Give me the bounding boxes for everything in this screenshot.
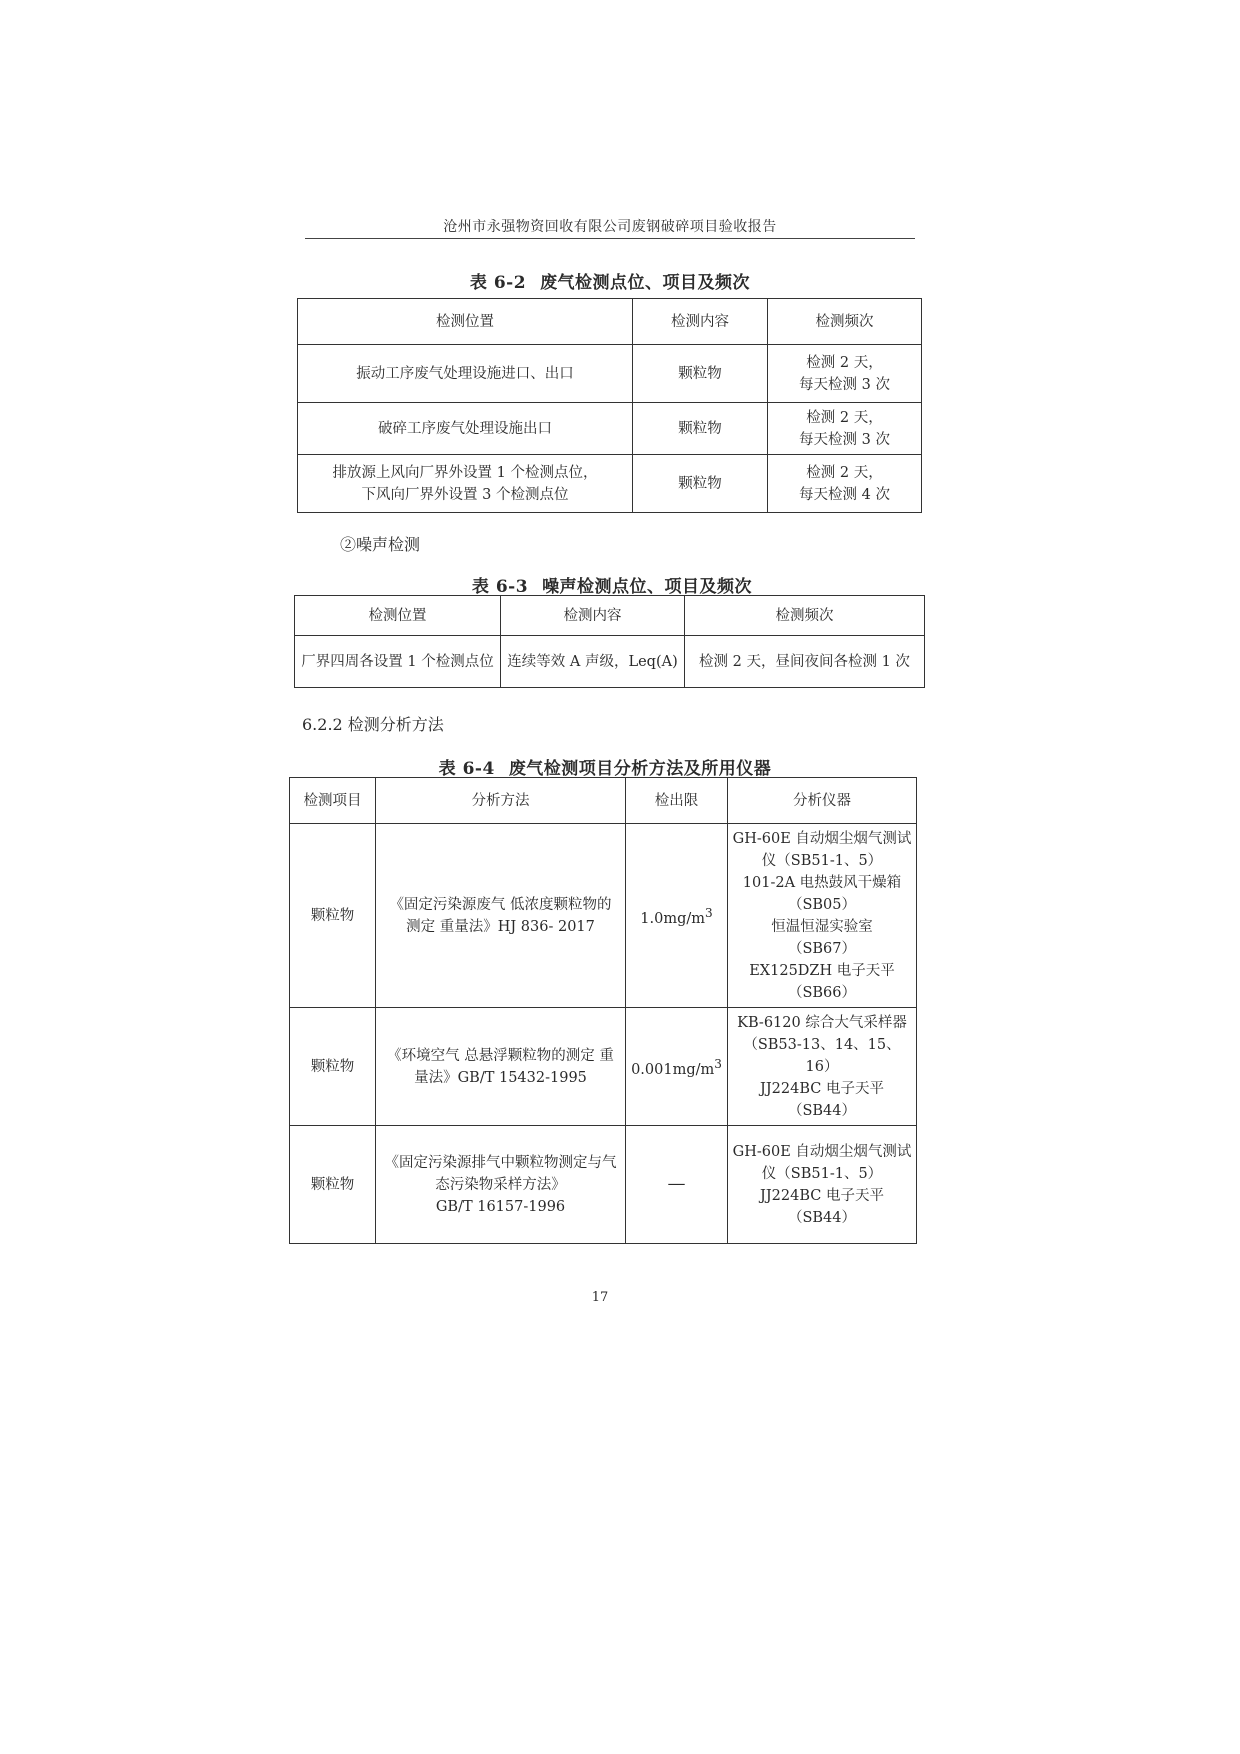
- location-cell: 振动工序废气处理设施进口、出口: [298, 345, 633, 403]
- method-cell: [376, 1008, 626, 1126]
- method-line: 《固定污染源废气 低浓度颗粒物的: [389, 896, 612, 913]
- method-line: 《环境空气 总悬浮颗粒物的测定 重: [387, 1047, 614, 1064]
- limit-superscript: 3: [705, 905, 713, 920]
- caption-text: 废气检测项目分析方法及所用仪器: [508, 759, 772, 779]
- table-6-4: [289, 777, 917, 1244]
- frequency-line: 每天检测 3 次: [799, 431, 890, 448]
- table-row: [298, 345, 922, 403]
- instrument-line: GH-60E 自动烟尘烟气测试: [732, 830, 912, 847]
- method-line: 量法》GB/T 15432-1995: [414, 1069, 587, 1086]
- table-6-3: [294, 595, 925, 688]
- limit-superscript: 3: [714, 1056, 722, 1071]
- caption-number: 表 6-2: [469, 273, 527, 293]
- instrument-line: EX125DZH 电子天平: [749, 962, 895, 979]
- instrument-line: （SB53-13、14、15、16）: [743, 1036, 901, 1075]
- table-6-2-caption: [295, 268, 925, 293]
- location-line: 排放源上风向厂界外设置 1 个检测点位，: [332, 464, 598, 481]
- instrument-cell: [728, 824, 917, 1008]
- table-6-2: [297, 298, 922, 513]
- frequency-line: 每天检测 3 次: [799, 376, 890, 393]
- content-cell: 颗粒物: [633, 455, 768, 513]
- table-row: [290, 1126, 917, 1244]
- instrument-line: 仪（SB51-1、5）: [761, 1165, 883, 1182]
- limit-cell: [626, 824, 728, 1008]
- frequency-line: 检测 2 天，: [806, 464, 883, 481]
- frequency-line: 每天检测 4 次: [799, 486, 890, 503]
- table-6-3-caption: [292, 572, 932, 597]
- header-cell: 检测频次: [768, 299, 922, 345]
- table-header-row: [295, 596, 925, 636]
- instrument-cell: [728, 1008, 917, 1126]
- table-row: [298, 403, 922, 455]
- frequency-line: 检测 2 天，: [806, 409, 883, 426]
- frequency-cell: [768, 403, 922, 455]
- instrument-cell: [728, 1126, 917, 1244]
- instrument-line: （SB05）: [787, 896, 857, 913]
- limit-value: 0.001mg/m: [631, 1061, 715, 1078]
- header-cell: 检测内容: [633, 299, 768, 345]
- caption-number: 表 6-3: [471, 577, 529, 597]
- header-cell: 检测频次: [685, 596, 925, 636]
- item-cell: 颗粒物: [290, 1008, 376, 1126]
- instrument-line: JJ224BC 电子天平: [760, 1187, 884, 1204]
- frequency-cell: [768, 345, 922, 403]
- frequency-line: 检测 2 天，: [806, 354, 883, 371]
- section-heading: 6.2.2 检测分析方法: [302, 715, 444, 734]
- table-header-row: [298, 299, 922, 345]
- instrument-line: （SB67）: [787, 940, 857, 957]
- instrument-line: KB-6120 综合大气采样器: [737, 1014, 907, 1031]
- location-line: 下风向厂界外设置 3 个检测点位: [361, 486, 569, 503]
- header-cell: 检测位置: [295, 596, 501, 636]
- item-cell: 颗粒物: [290, 824, 376, 1008]
- instrument-line: 101-2A 电热鼓风干燥箱: [742, 874, 902, 891]
- caption-text: 噪声检测点位、项目及频次: [542, 577, 753, 597]
- header-cell: 分析仪器: [728, 778, 917, 824]
- content-cell: 颗粒物: [633, 403, 768, 455]
- limit-value: 1.0mg/m: [640, 910, 706, 927]
- instrument-line: （SB44）: [787, 1102, 857, 1119]
- location-cell: 厂界四周各设置 1 个检测点位: [295, 636, 501, 688]
- table-row: [290, 1008, 917, 1126]
- instrument-line: 恒温恒湿实验室: [771, 918, 873, 935]
- content-cell: 颗粒物: [633, 345, 768, 403]
- method-line: GB/T 16157-1996: [435, 1198, 566, 1215]
- limit-value: —: [667, 1173, 686, 1194]
- method-line: 测定 重量法》HJ 836- 2017: [406, 918, 595, 935]
- content-cell: 连续等效 A 声级，Leq(A): [501, 636, 685, 688]
- item-cell: 颗粒物: [290, 1126, 376, 1244]
- limit-cell: [626, 1008, 728, 1126]
- header-cell: 检测内容: [501, 596, 685, 636]
- page-number: 17: [591, 1290, 609, 1305]
- noise-heading: ②噪声检测: [340, 535, 421, 554]
- running-header: 沧州市永强物资回收有限公司废钢破碎项目验收报告: [443, 219, 777, 235]
- instrument-line: JJ224BC 电子天平: [760, 1080, 884, 1097]
- header-cell: 检出限: [626, 778, 728, 824]
- table-header-row: [290, 778, 917, 824]
- method-line: 态污染物采样方法》: [435, 1176, 566, 1193]
- caption-number: 表 6-4: [438, 759, 495, 779]
- table-6-4-caption: [285, 754, 925, 779]
- table-row: [290, 824, 917, 1008]
- header-cell: 检测项目: [290, 778, 376, 824]
- frequency-cell: [768, 455, 922, 513]
- method-cell: [376, 824, 626, 1008]
- method-line: 《固定污染源排气中颗粒物测定与气: [384, 1154, 617, 1171]
- caption-text: 废气检测点位、项目及频次: [540, 273, 751, 293]
- table-row: [295, 636, 925, 688]
- table-row: [298, 455, 922, 513]
- limit-cell: [626, 1126, 728, 1244]
- location-cell: 破碎工序废气处理设施出口: [298, 403, 633, 455]
- header-cell: 分析方法: [376, 778, 626, 824]
- frequency-cell: 检测 2 天，昼间夜间各检测 1 次: [685, 636, 925, 688]
- location-cell: [298, 455, 633, 513]
- method-cell: [376, 1126, 626, 1244]
- header-cell: 检测位置: [298, 299, 633, 345]
- instrument-line: （SB66）: [787, 984, 857, 1001]
- instrument-line: GH-60E 自动烟尘烟气测试: [732, 1143, 912, 1160]
- instrument-line: 仪（SB51-1、5）: [761, 852, 883, 869]
- header-rule: [305, 238, 915, 239]
- instrument-line: （SB44）: [787, 1209, 857, 1226]
